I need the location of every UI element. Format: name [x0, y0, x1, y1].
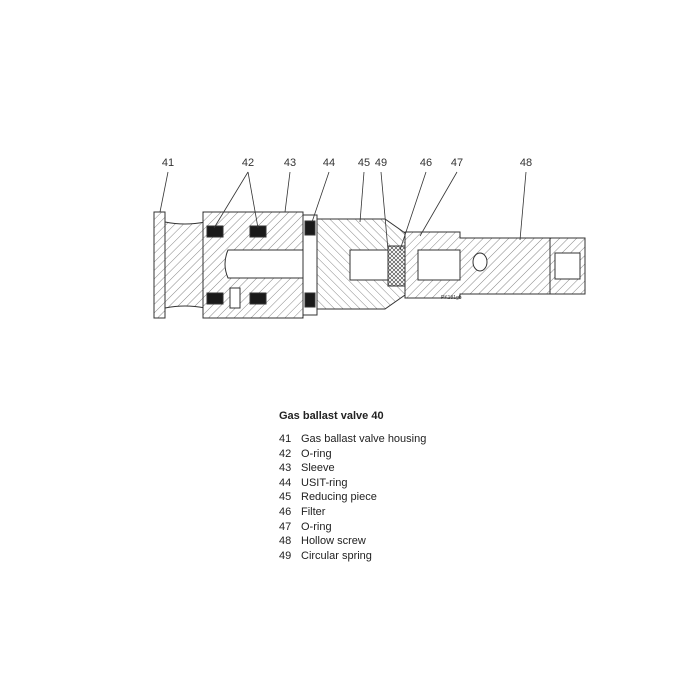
legend-row — [279, 520, 426, 535]
legend-label: Gas ballast valve housing — [301, 433, 427, 445]
legend-num: 47 — [279, 520, 292, 533]
legend-label: USIT-ring — [301, 476, 348, 489]
legend-title: Gas ballast valve 40 — [279, 410, 384, 422]
part-41-housing — [154, 212, 205, 318]
parts-legend — [279, 410, 426, 563]
legend-num: 46 — [279, 505, 292, 518]
legend-label: Reducing piece — [301, 491, 377, 504]
legend-label: O-ring — [301, 520, 332, 533]
legend-num: 45 — [279, 491, 292, 504]
drawing-id: PK181gb — [441, 295, 462, 301]
legend-label: Sleeve — [301, 462, 335, 475]
legend-row — [279, 447, 426, 462]
callout-43: 43 — [283, 157, 297, 169]
legend-num: 41 — [279, 433, 292, 445]
legend-row — [279, 534, 426, 549]
legend-label: Filter — [301, 505, 326, 518]
callout-45: 45 — [357, 157, 371, 169]
legend-num: 42 — [279, 447, 292, 460]
legend-num: 43 — [279, 462, 292, 475]
callout-42: 42 — [241, 157, 255, 169]
legend-num: 48 — [279, 535, 292, 548]
legend-num: 49 — [279, 549, 292, 562]
legend-row — [279, 490, 426, 505]
callout-44: 44 — [322, 157, 336, 169]
callout-48: 48 — [519, 157, 533, 169]
callout-49: 49 — [374, 157, 388, 169]
callout-41: 41 — [161, 157, 175, 169]
callout-47: 47 — [450, 157, 464, 169]
legend-row — [279, 505, 426, 520]
legend-row — [279, 432, 426, 447]
legend-row — [279, 476, 426, 491]
legend-label: Circular spring — [301, 549, 372, 562]
legend-label: O-ring — [301, 447, 332, 460]
callout-46: 46 — [419, 157, 433, 169]
part-44-usit-ring — [303, 215, 317, 315]
legend-num: 44 — [279, 476, 292, 489]
legend-label: Hollow screw — [301, 535, 366, 548]
part-48-hollow-screw — [405, 232, 585, 298]
legend-row — [279, 549, 426, 564]
legend-row — [279, 461, 426, 476]
